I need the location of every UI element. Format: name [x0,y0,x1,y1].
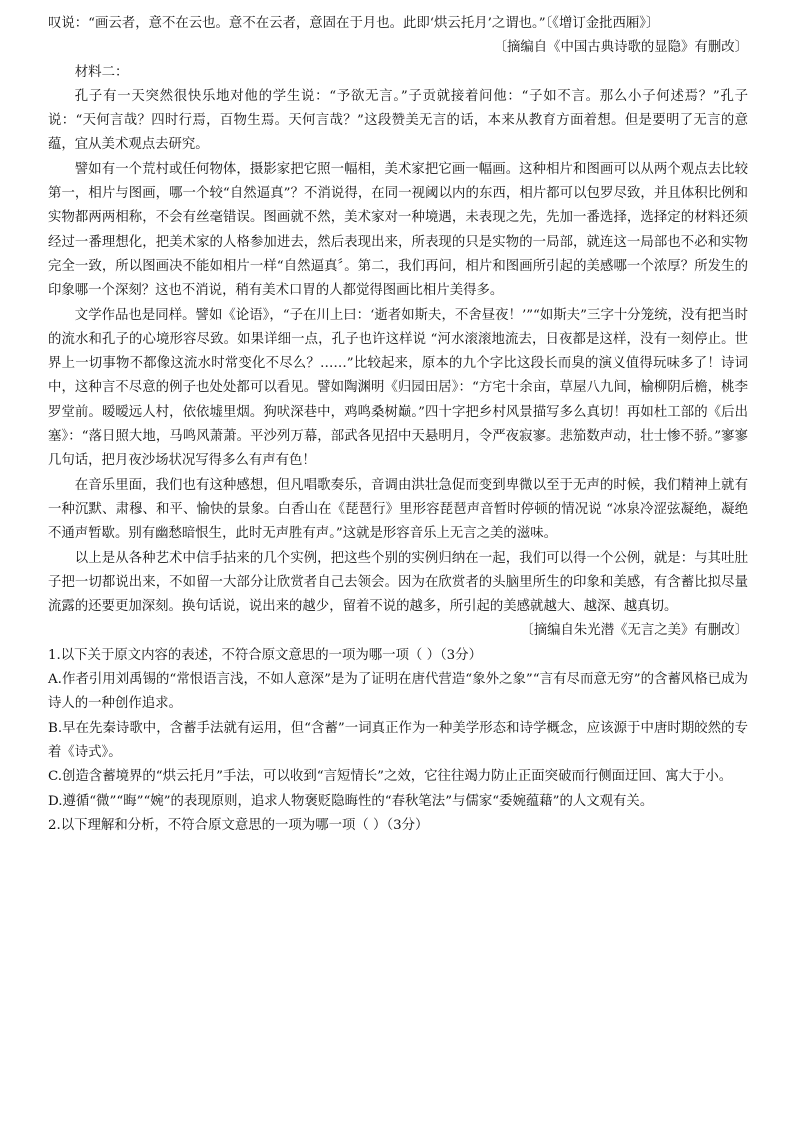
question-1-option-c: C.创造含蓄境界的“烘云托月”手法，可以收到“言短情长”之效，它往往竭力防止正面突破而行侧面迂回、寓大于小。 [48,769,733,785]
source-citation-1: 〔摘编自《中国古典诗歌的显隐》有删改〕 [493,40,748,56]
opening-quote: 叹说：“画云者，意不在云也。意不在云者，意固在于月也。此即‘烘云托月’之谓也。”〔《增订金批西厢》〕 [48,16,660,31]
question-1-stem: 1.以下关于原文内容的表述，不符合原文意思的一项为哪一项（ ）（3分） [48,647,482,663]
question-1-option-d: D.遵循“微”“晦”“婉”的表现原则，追求人物褒贬隐晦性的“春秋笔法”与儒家“委婉蕴藉”的人文观有关。 [48,793,654,809]
question-1-option-b: B.早在先秦诗歌中，含蓄手法就有运用，但“含蓄”一词真正作为一种美学形态和诗学概念，应该源于中唐时期皎然的专着《诗式》。 [48,720,748,760]
paragraph: 孔子有一天突然很快乐地对他的学生说：“予欲无言。”子贡就接着问他：“子如不言。那么小子何述焉？”孔子说：“天何言哉？四时行焉，百物生焉。天何言哉？”这段赞美无言的话，本来从教育方面着想。但是要明了无言的意蕴，宜从美术观点去研究。 [48,88,748,153]
paragraph: 文学作品也是同样。譬如《论语》，“子在川上曰：‘逝者如斯夫，不舍昼夜！’”“如斯夫”三字十分笼统，没有把当时的流水和孔子的心境形容尽致。如果详细一点，孔子也许这样说 “河水滚滚地流去，日夜都是这样，没有一刻停止。世界上一切事物不都像这流水时常变化不尽么？……”比较起来，原本的九个字比这段长而臭的演义值得玩味多了！诗词中，这种言不尽意的例子也处处都可以看见。譬如陶渊明《归园田居》：“方宅十余亩，草屋八九间，榆柳阴后檐，桃李罗堂前。暧暧远人村，依依墟里烟。狗吠深巷中，鸡鸣桑树巅。”四十字把乡村风景描写多么真切！再如杜工部的《后出塞》：“落日照大地，马鸣风萧萧。平沙列万幕，部武各见招中天悬明月，令严夜寂寥。悲笳数声动，壮士惨不骄。”寥寥几句话，把月夜沙场状况写得多么有声有色！ [48,307,748,469]
document-page [48,12,748,838]
question-2-stem: 2.以下理解和分析，不符合原文意思的一项为哪一项（ ）（3分） [48,817,429,833]
paragraph: 在音乐里面，我们也有这种感想，但凡唱歌奏乐，音调由洪壮急促而变到卑微以至于无声的时候，我们精神上就有一种沉默、肃穆、和平、愉快的景象。白香山在《琵琶行》里形容琵琶声音暂时停顿的情况说 “冰泉冷涩弦凝绝，凝绝不通声暂歇。别有幽愁暗恨生，此时无声胜有声。”这就是形容音乐上无言之美的滋味。 [48,477,748,542]
paragraph: 譬如有一个荒村或任何物体，摄影家把它照一幅相，美术家把它画一幅画。这种相片和图画可以从两个观点去比较 第一，相片与图画，哪一个较“自然逼真”？不消说得，在同一视阈以内的东西，相片都可以包罗尽致，并且体积比例和实物都两两相称，不会有丝毫错误。图画就不然，美术家对一种境遇，未表现之先，先加一番选择，选择定的材料还须经过一番理想化，把美术家的人格参加进去，然后表现出来，所表现的只是实物的一局部，就连这一局部也不必和实物完全一致，所以图画决不能如相片一样“自然逼真〞。第二，我们再问，相片和图画所引起的美感哪一个浓厚？所发生的印象哪一个深刻？这也不消说，稍有美术口胃的人都觉得图画比相片美得多。 [48,161,748,299]
source-citation-2: 〔摘编自朱光潜《无言之美》有删改〕 [520,623,748,639]
question-1-option-a: A.作者引用刘禹锡的“常恨语言浅，不如人意深”是为了证明在唐代营造“象外之象”“言有尽而意无穷”的含蓄风格已成为诗人的一种创作追求。 [48,672,748,712]
paragraph: 以上是从各种艺术中信手拈来的几个实例，把这些个别的实例归纳在一起，我们可以得一个公例，就是：与其吐肚子把一切都说出来，不如留一大部分让欣赏者自己去领会。因为在欣赏者的头脑里所生的印象和美感，有含蓄比拟尽量流露的还要更加深刻。换句话说，说出来的越少，留着不说的越多，所引起的美感就越大、越深、越真切。 [48,550,748,615]
material-2-heading: 材料二： [74,64,129,80]
